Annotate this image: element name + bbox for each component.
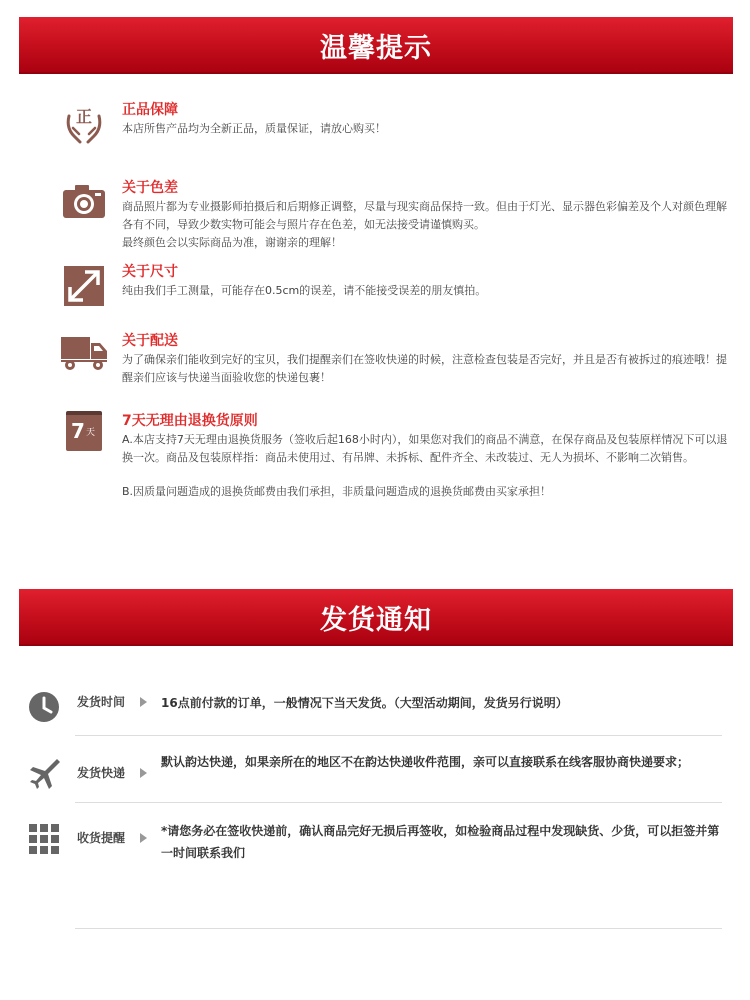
divider (75, 928, 722, 929)
calendar-unit: 天 (86, 428, 96, 438)
clock-icon (27, 690, 61, 724)
tip-title: 关于尺寸 (122, 264, 178, 280)
svg-text:正: 正 (75, 107, 93, 126)
hands-genuine-icon (60, 100, 108, 148)
tip-text: 商品照片都为专业摄影师拍摄后和后期修正调整，尽量与现实商品保持一致。但由于灯光、显示器色彩偏差及个人对颜色理解各有不同，导致少数实物可能会与照片存在色差，如无法接受请谨慎购买。 (122, 200, 727, 231)
delivery-truck-icon (60, 331, 108, 379)
ship-label: 发货时间 (77, 695, 126, 709)
tip-text: 最终颜色会以实际商品为准，谢谢亲的理解！ (122, 236, 342, 249)
tip-title: 正品保障 (122, 102, 178, 118)
divider (75, 735, 722, 736)
tip-text: 为了确保亲们能收到完好的宝贝，我们提醒亲们在签收快递的时候，注意检查包装是否完好，并且是否有被拆过的痕迹哦！提醒亲们应该与快递当面验收您的快递包裹！ (122, 353, 727, 384)
resize-arrow-icon (60, 262, 108, 310)
shipping-banner (19, 589, 733, 646)
tip-text: B.因质量问题造成的退换货邮费由我们承担，非质量问题造成的退换货邮费由买家承担！ (122, 485, 552, 498)
airplane-icon (27, 755, 61, 789)
ship-label: 收货提醒 (77, 831, 126, 845)
tip-text: 本店所售产品均为全新正品，质量保证，请放心购买！ (122, 122, 386, 135)
arrow-right-icon (140, 697, 147, 707)
seven-day-calendar-icon (66, 411, 102, 451)
tip-title: 关于色差 (122, 180, 178, 196)
tip-text: 纯由我们手工测量，可能存在0.5cm的误差，请不能接受误差的朋友慎拍。 (122, 284, 487, 297)
tip-text: A.本店支持7天无理由退换货服务（签收后起168小时内），如果您对我们的商品不满意，在保存商品及包装原样情况下可以退换一次。商品及包装原样指：商品未使用过、有吊牌、未拆标、配件齐全、未改装过、无人为损坏、不影响二次销售。 (122, 433, 728, 464)
tip-title: 关于配送 (122, 333, 178, 349)
ship-text: *请您务必在签收快递前，确认商品完好无损后再签收，如检验商品过程中发现缺货、少货，可以拒签并第一时间联系我们 (161, 824, 720, 860)
notice-banner (19, 17, 733, 74)
shipping-title: 发货通知 (320, 605, 432, 636)
arrow-right-icon (140, 768, 147, 778)
notice-title: 温馨提示 (320, 33, 432, 64)
ship-text: 16点前付款的订单，一般情况下当天发货。（大型活动期间，发货另行说明） (161, 696, 568, 710)
divider (75, 802, 722, 803)
arrow-right-icon (140, 833, 147, 843)
tip-title: 7天无理由退换货原则 (122, 413, 258, 429)
ship-text: 默认韵达快递，如果亲所在的地区不在韵达快递收件范围，亲可以直接联系在线客服协商快递要求； (161, 755, 690, 769)
grid-icon (27, 822, 61, 856)
ship-label: 发货快递 (77, 766, 126, 780)
calendar-number: 7 (71, 419, 85, 443)
camera-icon (60, 178, 108, 226)
